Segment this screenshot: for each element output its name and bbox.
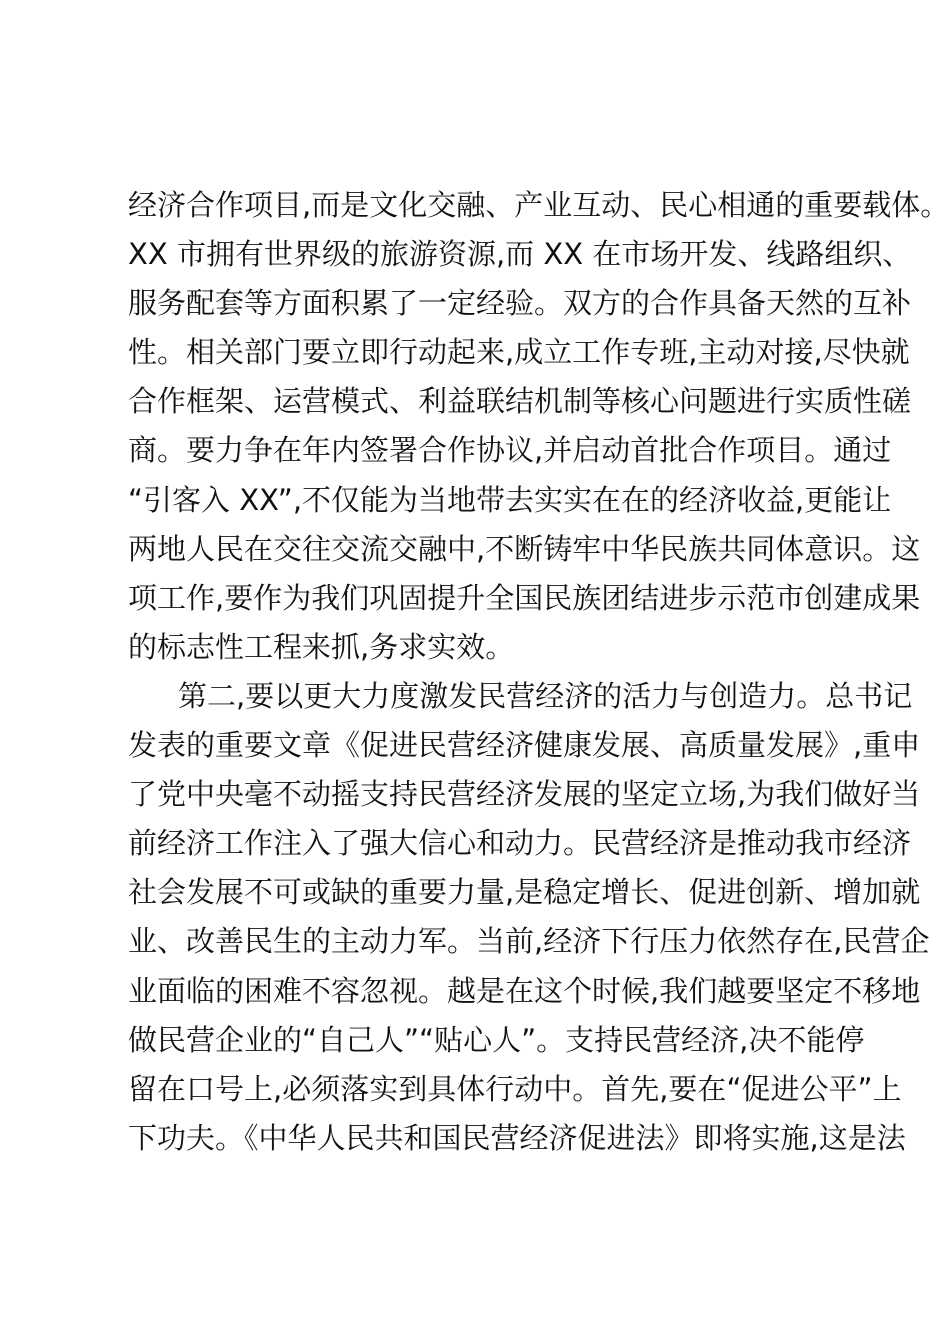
text-line: 经济合作项目,而是文化交融、产业互动、民心相通的重要载体。 [128,188,950,222]
text-line: 项工作,要作为我们巩固提升全国民族团结进步示范市创建成果 [128,580,921,615]
text-line: 留在口号上,必须落实到具体行动中。首先,要在“促进公平”上 [128,1071,902,1106]
text-line: 商。要力争在年内签署合作协议,并启动首批合作项目。通过 [128,433,892,468]
text-line: 前经济工作注入了强大信心和动力。民营经济是推动我市经济 [128,826,912,861]
text-line: 性。相关部门要立即行动起来,成立工作专班,主动对接,尽快就 [128,335,910,370]
text-line: XX 市拥有世界级的旅游资源,而 XX 在市场开发、线路组织、 [128,237,912,272]
text-line: 下功夫。《中华人民共和国民营经济促进法》即将实施,这是法 [128,1120,906,1155]
paragraph-start-line: 第二,要以更大力度激发民营经济的活力与创造力。总书记 [178,678,913,713]
text-line: 服务配套等方面积累了一定经验。双方的合作具备天然的互补 [128,286,912,321]
text-line: 合作框架、运营模式、利益联结机制等核心问题进行实质性磋 [128,384,912,419]
text-line: 业面临的困难不容忽视。越是在这个时候,我们越要坚定不移地 [128,973,921,1008]
text-line: 的标志性工程来抓,务求实效。 [128,629,515,664]
text-line: 社会发展不可或缺的重要力量,是稳定增长、促进创新、增加就 [128,875,921,910]
text-line: 发表的重要文章《促进民营经济健康发展、高质量发展》,重申 [128,728,921,763]
text-line: 做民营企业的“自己人”“贴心人”。支持民营经济,决不能停 [128,1022,865,1057]
text-line: 业、改善民生的主动力军。当前,经济下行压力依然存在,民营企 [128,924,930,959]
text-line: 了党中央毫不动摇支持民营经济发展的坚定立场,为我们做好当 [128,777,921,812]
text-line: 两地人民在交往交流交融中,不断铸牢中华民族共同体意识。这 [128,531,921,566]
body-text [128,181,950,1163]
text-line: “引客入 XX”,不仅能为当地带去实实在在的经济收益,更能让 [128,482,892,517]
